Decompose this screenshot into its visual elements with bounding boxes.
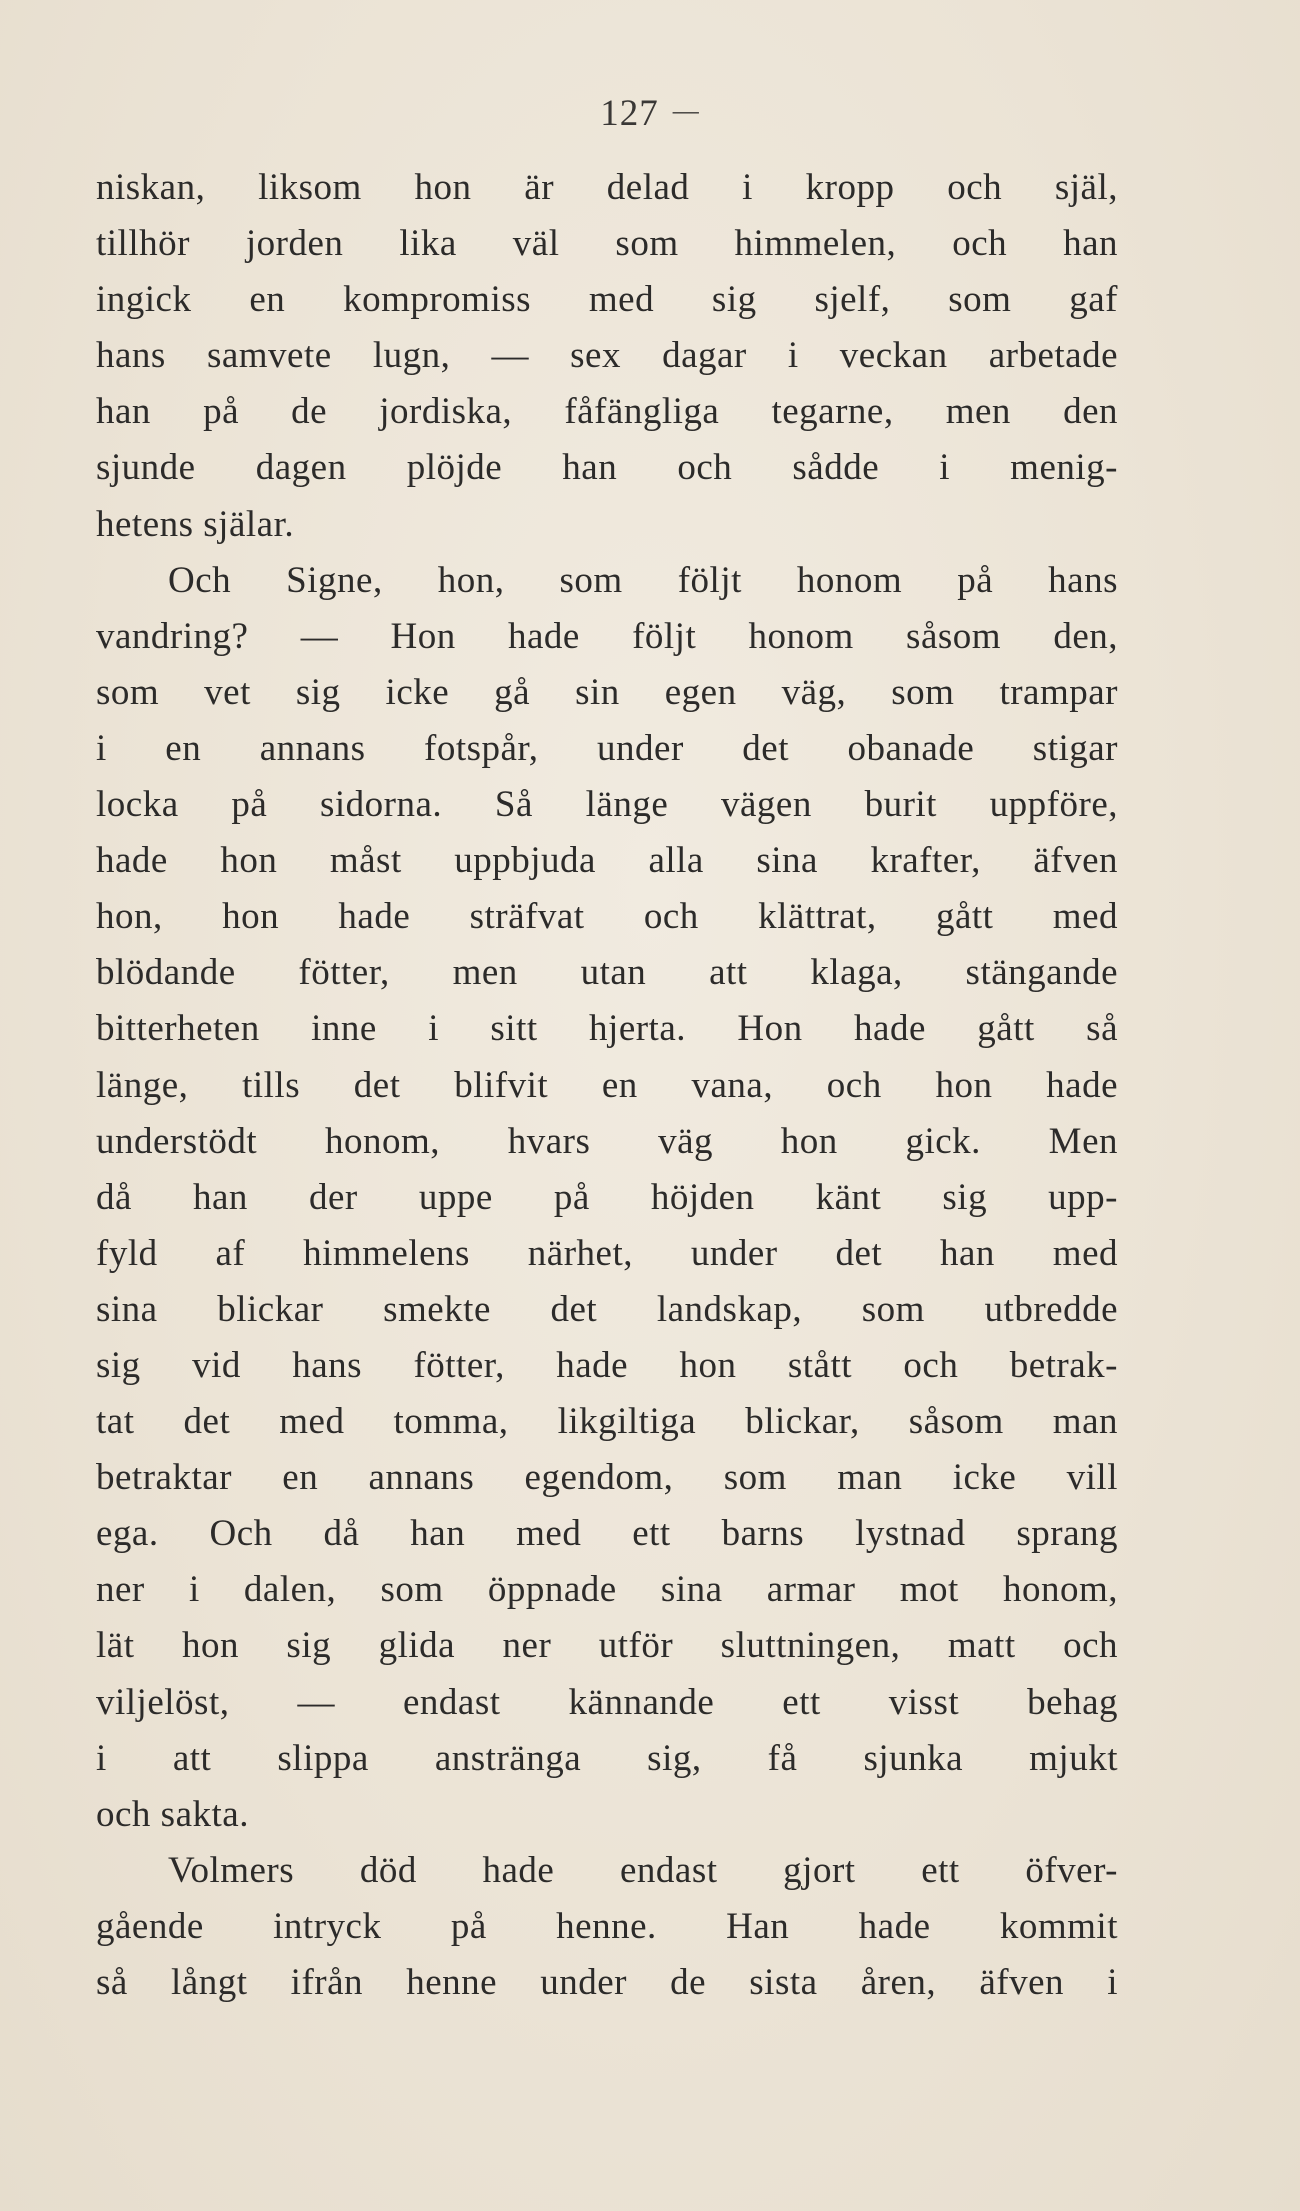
text-line: fyld af himmelens närhet, under det han med [96,1232,1118,1274]
text-line: och sakta. [96,1793,249,1835]
text-line: sig vid hans fötter, hade hon stått och betrak- [96,1344,1118,1386]
text-line: så långt ifrån henne under de sista åren, äfven i [96,1962,1118,2003]
text-line: viljelöst, — endast kännande ett visst behag [96,1681,1118,1723]
text-line: Volmers död hade endast gjort ett öfver- [168,1849,1118,1891]
text-line: niskan, liksom hon är delad i kropp och själ, [96,167,1118,208]
text-line: locka på sidorna. Så länge vägen burit uppföre, [96,784,1118,826]
text-line: tillhör jorden lika väl som himmelen, och han [96,223,1118,265]
text-line: ner i dalen, som öppnade sina armar mot honom, [96,1569,1118,1611]
text-line: hon, hon hade sträfvat och klättrat, gått med [96,896,1118,938]
text-line: i en annans fotspår, under det obanade stigar [96,727,1118,769]
text-line: hade hon måst uppbjuda alla sina krafter, äfven [96,840,1118,882]
text-line: då han der uppe på höjden känt sig upp- [96,1176,1118,1218]
header-dash: — [672,96,700,125]
text-line: understödt honom, hvars väg hon gick. Men [96,1120,1118,1162]
page-header [0,92,1300,135]
text-line: hans samvete lugn, — sex dagar i veckan arbetade [96,335,1118,377]
text-line: sjunde dagen plöjde han och sådde i menig- [96,447,1118,489]
body-text [96,160,1118,2011]
text-line: ega. Och då han med ett barns lystnad sprang [96,1513,1118,1555]
text-line: Och Signe, hon, som följt honom på hans [168,559,1118,601]
text-line: han på de jordiska, fåfängliga tegarne, men den [96,391,1118,433]
text-line: sina blickar smekte det landskap, som utbredde [96,1288,1118,1330]
text-line: betraktar en annans egendom, som man icke vill [96,1457,1118,1499]
text-line: blödande fötter, men utan att klaga, stängande [96,952,1118,994]
text-line: hetens själar. [96,503,295,545]
text-line: länge, tills det blifvit en vana, och hon hade [96,1064,1118,1106]
page-number: 127 [600,93,659,134]
text-line: vandring? — Hon hade följt honom såsom den, [96,615,1118,657]
text-line: ingick en kompromiss med sig sjelf, som gaf [96,279,1118,321]
text-line: lät hon sig glida ner utför sluttningen, matt och [96,1625,1118,1667]
text-line: gående intryck på henne. Han hade kommit [96,1905,1118,1947]
text-line: tat det med tomma, likgiltiga blickar, såsom man [96,1401,1118,1443]
text-line: som vet sig icke gå sin egen väg, som trampar [96,671,1118,713]
text-line: bitterheten inne i sitt hjerta. Hon hade gått så [96,1008,1118,1050]
text-line: i att slippa anstränga sig, få sjunka mjukt [96,1737,1118,1779]
